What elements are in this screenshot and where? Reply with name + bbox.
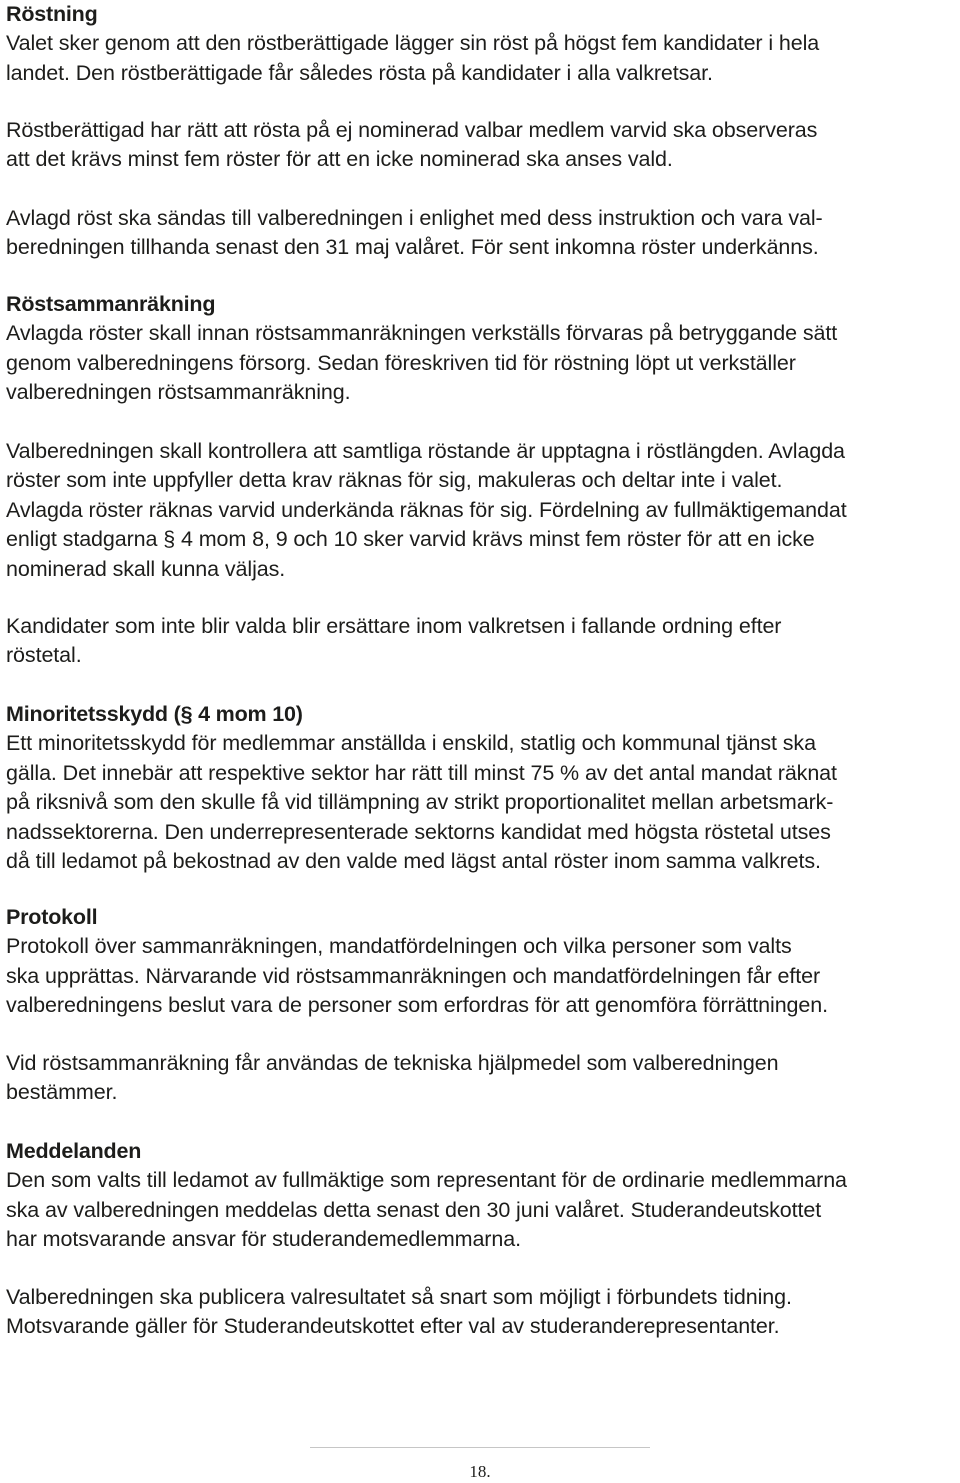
text-line: Valberedningen ska publicera valresultatet så snart som möjligt i förbundets tidning. — [6, 1285, 792, 1309]
text-line: bestämmer. — [6, 1080, 118, 1105]
paragraph — [6, 116, 956, 175]
section-meddelanden — [6, 1137, 956, 1255]
text-line: Ett minoritetsskydd för medlemmar anställda i enskild, statlig och kommunal tjänst ska — [6, 731, 816, 756]
text-line: Motsvarande gäller för Studerandeutskottet efter val av studeranderepresentanter. — [6, 1314, 780, 1339]
paragraph — [6, 1049, 956, 1108]
text-line: valberedningen röstsammanräkning. — [6, 380, 351, 405]
text-line: landet. Den röstberättigade får således rösta på kandidater i alla valkretsar. — [6, 60, 713, 85]
section-heading: Minoritetsskydd (§ 4 mom 10) — [6, 702, 303, 726]
text-line: beredningen tillhanda senast den 31 maj valåret. För sent inkomna röster underkänns. — [6, 235, 819, 260]
text-line: enligt stadgarna § 4 mom 8, 9 och 10 sker varvid krävs minst fem röster för att en icke — [6, 527, 815, 552]
section-minoritetsskydd — [6, 700, 956, 876]
text-line: ska upprättas. Närvarande vid röstsammanräkningen och mandatfördelningen får efter — [6, 963, 821, 988]
text-line: Den som valts till ledamot av fullmäktige som representant för de ordinarie medlemmarna — [6, 1168, 847, 1193]
text-line: valberedningens beslut vara de personer som erfordras för att genomföra förrättningen. — [6, 993, 829, 1018]
section-rostning — [6, 0, 956, 88]
section-heading: Röstsammanräkning — [6, 292, 216, 316]
text-line: ska av valberedningen meddelas detta senast den 30 juni valåret. Studerandeutskottet — [6, 1197, 822, 1222]
text-line: Protokoll över sammanräkningen, mandatfördelningen och vilka personer som valts — [6, 934, 792, 959]
text-line: Valet sker genom att den röstberättigade lägger sin röst på högst fem kandidater i hela — [6, 31, 820, 56]
text-line: Avlagd röst ska sändas till valberedningen i enlighet med dess instruktion och vara val- — [6, 206, 823, 230]
footer-divider — [310, 1447, 650, 1448]
text-line: röstetal. — [6, 643, 82, 668]
section-protokoll — [6, 903, 956, 1021]
text-line: nominerad skall kunna väljas. — [6, 556, 286, 581]
text-line: nadssektorerna. Den underrepresenterade sektorns kandidat med högsta röstetal utses — [6, 819, 831, 844]
paragraph — [6, 437, 956, 584]
page-number: 18. — [469, 1462, 491, 1481]
section-heading: Meddelanden — [6, 1139, 142, 1163]
text-line: genom valberedningens försorg. Sedan föreskriven tid för röstning löpt ut verkställer — [6, 350, 796, 375]
text-line: att det krävs minst fem röster för att en icke nominerad ska anses vald. — [6, 147, 673, 172]
paragraph — [6, 1283, 956, 1342]
text-line: Avlagda röster räknas varvid underkända räknas för sig. Fördelning av fullmäktigemandat — [6, 497, 847, 522]
text-line: Valberedningen skall kontrollera att samtliga röstande är upptagna i röstlängden. Avlagda — [6, 439, 845, 463]
text-line: röster som inte uppfyller detta krav räknas för sig, makuleras och deltar inte i valet. — [6, 468, 783, 493]
text-line: gälla. Det innebär att respektive sektor har rätt till minst 75 % av det antal mandat räknat — [6, 760, 837, 785]
section-heading: Röstning — [6, 2, 98, 26]
section-rostsammanrakning — [6, 290, 956, 408]
text-line: då till ledamot på bekostnad av den valde med lägst antal röster inom samma valkrets. — [6, 849, 821, 874]
text-line: Kandidater som inte blir valda blir ersättare inom valkretsen i fallande ordning efter — [6, 614, 782, 638]
section-heading: Protokoll — [6, 905, 98, 929]
text-line: på riksnivå som den skulle få vid tillämpning av strikt proportionalitet mellan arbetsmark- — [6, 790, 834, 815]
text-line: Röstberättigad har rätt att rösta på ej nominerad valbar medlem varvid ska observeras — [6, 118, 818, 142]
text-line: Avlagda röster skall innan röstsammanräkningen verkställs förvaras på betryggande sätt — [6, 321, 838, 346]
text-line: Vid röstsammanräkning får användas de tekniska hjälpmedel som valberedningen — [6, 1051, 779, 1075]
text-line: har motsvarande ansvar för studerandemedlemmarna. — [6, 1227, 521, 1252]
paragraph — [6, 612, 956, 671]
paragraph — [6, 204, 956, 263]
